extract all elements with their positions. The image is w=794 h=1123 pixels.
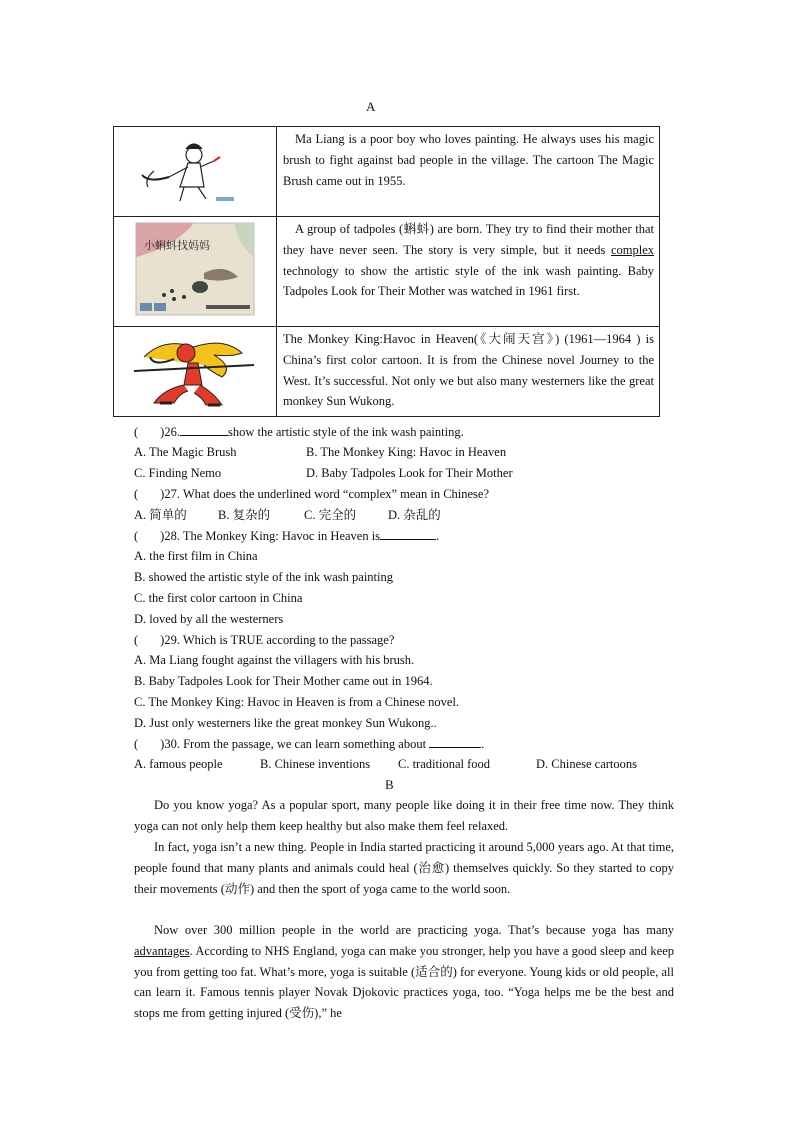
passage-paragraph-1: Do you know yoga? As a popular sport, many people like doing it in their free time now. They think yoga can not only help them keep healthy but also make them feel relaxed.	[134, 798, 674, 833]
option-d[interactable]: D. loved by all the westerners	[134, 612, 284, 626]
option-d[interactable]: D. Just only westerners like the great monkey Sun Wukong..	[134, 716, 437, 730]
fill-blank[interactable]	[180, 424, 228, 436]
monkey-king-text: The Monkey King:Havoc in Heaven(《大闹天宫》) (1961—1964 ) is China’s first color cartoon. It is from the Chinese novel Journey to the West. It’s successful. Not only we but also many westerners like the great monkey Sun Wukong.	[283, 332, 654, 409]
option-c[interactable]: C. Finding Nemo	[134, 466, 222, 480]
option-b[interactable]: B. 复杂的	[218, 508, 271, 522]
option-a[interactable]: A. the first film in China	[134, 549, 258, 563]
table-row	[114, 327, 660, 417]
question-26-options	[134, 465, 513, 481]
option-b[interactable]: B. The Monkey King: Havoc in Heaven	[306, 445, 507, 459]
option-c[interactable]: C. traditional food	[398, 757, 490, 771]
passage-paragraph-3: Now over 300 million people in the world are practicing yoga. That’s because yoga has many advantages. According to NHS England, yoga can make you stronger, help you have a good sleep and keep you from getting too fat. What’s more, yoga is suitable (适合的) for everyone. Young kids or old people, all can learn it. Famous tennis player Novak Djokovic practices yoga, too. “Yoga helps me be the best and stops me from getting injured (受伤),” he	[134, 923, 674, 1021]
option-a[interactable]: A. The Magic Brush	[134, 445, 237, 459]
table-row	[114, 217, 660, 327]
table-row	[114, 127, 660, 217]
section-a-title: A	[366, 99, 376, 114]
option-d[interactable]: D. Baby Tadpoles Look for Their Mother	[306, 466, 513, 480]
question-27-options	[134, 507, 441, 523]
option-d[interactable]: D. Chinese cartoons	[536, 757, 638, 771]
option-a[interactable]: A. famous people	[134, 757, 223, 771]
cartoon-table	[113, 126, 660, 417]
question-26: ( )26. show the artistic style of the ink wash painting.	[134, 425, 464, 439]
boy-painting-illustration	[114, 127, 277, 217]
magic-brush-text: Ma Liang is a poor boy who loves painting. He always uses his magic brush to fight against bad people in the village. The cartoon The Magic Brush came out in 1955.	[283, 132, 654, 188]
option-c[interactable]: C. The Monkey King: Havoc in Heaven is from a Chinese novel.	[134, 695, 460, 709]
fill-blank[interactable]	[380, 528, 436, 540]
underlined-word-advantages: advantages	[134, 943, 190, 958]
underlined-word-complex: complex	[610, 242, 654, 257]
section-b-title: B	[385, 777, 394, 792]
tadpoles-poster	[114, 217, 277, 327]
option-d[interactable]: D. 杂乱的	[388, 508, 441, 522]
monkey-king-illustration	[114, 327, 277, 417]
fill-blank[interactable]	[429, 736, 481, 748]
cartoon-description: A group of tadpoles (蝌蚪) are born. They try to find their mother that they have never seen. The story is very simple, but it needs complex technology to show the artistic style of the ink wash painting. Baby Tadpoles Look for Their Mother was watched in 1961 first.	[277, 217, 660, 327]
question-26-options	[134, 444, 506, 460]
cartoon-description	[277, 327, 660, 417]
question-30: ( )30. From the passage, we can learn something about .	[134, 737, 485, 751]
passage-paragraph-2: In fact, yoga isn’t a new thing. People in India started practicing it around 5,000 years ago. At that time, people found that many plants and animals could heal (治愈) themselves quickly. So they started to copy their movements (动作) and then the sport of yoga came to the world soon.	[134, 840, 674, 896]
cartoon-description	[277, 127, 660, 217]
poster-title: 小蝌蚪找妈妈	[144, 239, 210, 252]
question-27: ( )27. What does the underlined word “complex” mean in Chinese?	[134, 487, 490, 501]
option-c[interactable]: C. 完全的	[304, 508, 357, 522]
option-b[interactable]: B. Baby Tadpoles Look for Their Mother came out in 1964.	[134, 674, 433, 688]
option-a[interactable]: A. 简单的	[134, 508, 187, 522]
option-c[interactable]: C. the first color cartoon in China	[134, 591, 303, 605]
question-30-options	[134, 756, 637, 772]
question-29: ( )29. Which is TRUE according to the passage?	[134, 633, 395, 647]
option-b[interactable]: B. showed the artistic style of the ink wash painting	[134, 570, 393, 584]
question-28: ( )28. The Monkey King: Havoc in Heaven is .	[134, 529, 440, 543]
option-a[interactable]: A. Ma Liang fought against the villagers with his brush.	[134, 653, 415, 667]
option-b[interactable]: B. Chinese inventions	[260, 757, 371, 771]
